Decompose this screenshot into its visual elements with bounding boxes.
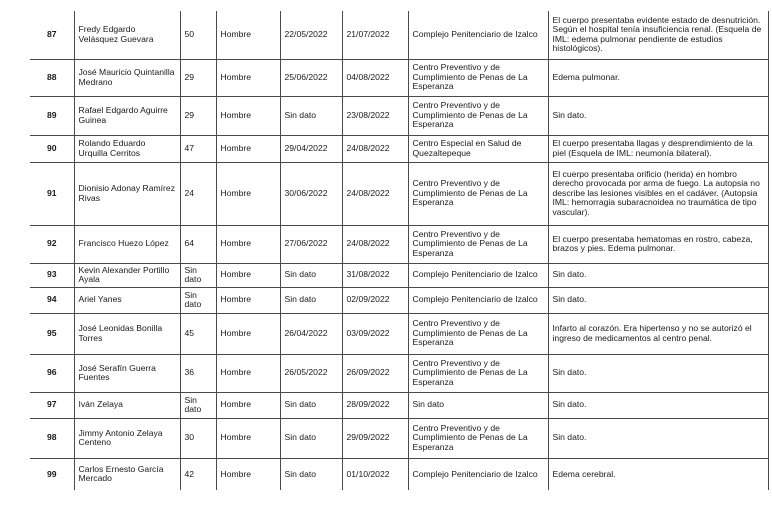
table-row: [30, 162, 768, 225]
age-cell: 50: [180, 11, 216, 59]
deaths-table: [30, 11, 769, 490]
sex-cell: Hombre: [216, 162, 280, 225]
sex-cell: Hombre: [216, 354, 280, 392]
table-row: [30, 313, 768, 354]
capture-date: 26/04/2022: [280, 313, 342, 354]
sex-cell: Hombre: [216, 225, 280, 263]
table-row: [30, 418, 768, 458]
table-row: [30, 135, 768, 162]
death-date: 24/08/2022: [342, 135, 408, 162]
sex-cell: Hombre: [216, 287, 280, 313]
person-name: Francisco Huezo López: [74, 225, 180, 263]
age-cell: 24: [180, 162, 216, 225]
person-name: Ariel Yanes: [74, 287, 180, 313]
table-row: [30, 287, 768, 313]
detention-center: Centro Preventivo y de Cumplimiento de Penas de La Esperanza: [408, 418, 548, 458]
sex-cell: Hombre: [216, 96, 280, 135]
row-number: 94: [30, 287, 74, 313]
person-name: José Leonidas Bonilla Torres: [74, 313, 180, 354]
capture-date: 25/06/2022: [280, 59, 342, 96]
age-cell: 42: [180, 458, 216, 490]
table-row: [30, 354, 768, 392]
row-number: 90: [30, 135, 74, 162]
cause-of-death: El cuerpo presentaba hematomas en rostro, cabeza, brazos y pies. Edema pulmonar.: [548, 225, 768, 263]
detention-center: Centro Preventivo y de Cumplimiento de Penas de La Esperanza: [408, 354, 548, 392]
table-row: [30, 392, 768, 418]
detention-center: Centro Preventivo y de Cumplimiento de Penas de La Esperanza: [408, 59, 548, 96]
death-date: 04/08/2022: [342, 59, 408, 96]
table-row: [30, 11, 768, 59]
table-body: [30, 11, 768, 490]
death-date: 26/09/2022: [342, 354, 408, 392]
detention-center: Sin dato: [408, 392, 548, 418]
capture-date: 29/04/2022: [280, 135, 342, 162]
capture-date: Sin dato: [280, 418, 342, 458]
table-row: [30, 59, 768, 96]
sex-cell: Hombre: [216, 11, 280, 59]
person-name: Iván Zelaya: [74, 392, 180, 418]
capture-date: Sin dato: [280, 392, 342, 418]
row-number: 98: [30, 418, 74, 458]
person-name: Carlos Ernesto García Mercado: [74, 458, 180, 490]
detention-center: Complejo Penitenciario de Izalco: [408, 287, 548, 313]
capture-date: Sin dato: [280, 263, 342, 287]
capture-date: 30/06/2022: [280, 162, 342, 225]
person-name: Jimmy Antonio Zelaya Centeno: [74, 418, 180, 458]
cause-of-death: El cuerpo presentaba llagas y desprendimiento de la piel (Esquela de IML: neumonía bilateral).: [548, 135, 768, 162]
sex-cell: Hombre: [216, 313, 280, 354]
person-name: José Mauricio Quintanilla Medrano: [74, 59, 180, 96]
capture-date: 27/06/2022: [280, 225, 342, 263]
table-row: [30, 225, 768, 263]
row-number: 93: [30, 263, 74, 287]
age-cell: 29: [180, 96, 216, 135]
row-number: 99: [30, 458, 74, 490]
detention-center: Centro Preventivo y de Cumplimiento de Penas de La Esperanza: [408, 96, 548, 135]
row-number: 91: [30, 162, 74, 225]
death-date: 24/08/2022: [342, 162, 408, 225]
death-date: 29/09/2022: [342, 418, 408, 458]
detention-center: Centro Especial en Salud de Quezaltepeque: [408, 135, 548, 162]
age-cell: 30: [180, 418, 216, 458]
detention-center: Complejo Penitenciario de Izalco: [408, 263, 548, 287]
death-date: 01/10/2022: [342, 458, 408, 490]
cause-of-death: El cuerpo presentaba orificio (herida) en hombro derecho provocada por arma de fuego. La autopsia no describe las lesiones visibles en el cadáver. (Autopsia IML: hemorragia subaracnoidea no traumática de tipo vascular).: [548, 162, 768, 225]
cause-of-death: Sin dato.: [548, 287, 768, 313]
capture-date: 22/05/2022: [280, 11, 342, 59]
sex-cell: Hombre: [216, 263, 280, 287]
death-date: 23/08/2022: [342, 96, 408, 135]
sex-cell: Hombre: [216, 59, 280, 96]
detention-center: Centro Preventivo y de Cumplimiento de Penas de La Esperanza: [408, 225, 548, 263]
cause-of-death: Sin dato.: [548, 392, 768, 418]
detention-center: Complejo Penitenciario de Izalco: [408, 458, 548, 490]
row-number: 92: [30, 225, 74, 263]
detention-center: Centro Preventivo y de Cumplimiento de Penas de La Esperanza: [408, 162, 548, 225]
age-cell: 45: [180, 313, 216, 354]
person-name: Rafael Edgardo Aguirre Guinea: [74, 96, 180, 135]
age-cell: Sin dato: [180, 392, 216, 418]
sex-cell: Hombre: [216, 392, 280, 418]
detention-center: Complejo Penitenciario de Izalco: [408, 11, 548, 59]
table-row: [30, 263, 768, 287]
sex-cell: Hombre: [216, 135, 280, 162]
row-number: 95: [30, 313, 74, 354]
age-cell: 36: [180, 354, 216, 392]
cause-of-death: El cuerpo presentaba evidente estado de desnutrición. Según el hospital tenía insuficiencia renal. (Esquela de IML: edema pulmonar pendiente de estudios histológicos).: [548, 11, 768, 59]
table-row: [30, 458, 768, 490]
detention-center: Centro Preventivo y de Cumplimiento de Penas de La Esperanza: [408, 313, 548, 354]
person-name: José Serafín Guerra Fuentes: [74, 354, 180, 392]
row-number: 88: [30, 59, 74, 96]
row-number: 89: [30, 96, 74, 135]
row-number: 97: [30, 392, 74, 418]
death-date: 28/09/2022: [342, 392, 408, 418]
death-date: 02/09/2022: [342, 287, 408, 313]
sex-cell: Hombre: [216, 418, 280, 458]
capture-date: Sin dato: [280, 96, 342, 135]
age-cell: 29: [180, 59, 216, 96]
cause-of-death: Edema cerebral.: [548, 458, 768, 490]
death-date: 21/07/2022: [342, 11, 408, 59]
age-cell: 47: [180, 135, 216, 162]
cause-of-death: Sin dato.: [548, 418, 768, 458]
death-date: 24/08/2022: [342, 225, 408, 263]
age-cell: Sin dato: [180, 287, 216, 313]
death-date: 31/08/2022: [342, 263, 408, 287]
person-name: Rolando Eduardo Urquilla Cerritos: [74, 135, 180, 162]
cause-of-death: Sin dato.: [548, 354, 768, 392]
capture-date: Sin dato: [280, 287, 342, 313]
table-row: [30, 96, 768, 135]
person-name: Kevin Alexander Portillo Ayala: [74, 263, 180, 287]
cause-of-death: Sin dato.: [548, 96, 768, 135]
row-number: 96: [30, 354, 74, 392]
row-number: 87: [30, 11, 74, 59]
age-cell: Sin dato: [180, 263, 216, 287]
sex-cell: Hombre: [216, 458, 280, 490]
person-name: Dionisio Adonay Ramírez Rivas: [74, 162, 180, 225]
death-date: 03/09/2022: [342, 313, 408, 354]
age-cell: 64: [180, 225, 216, 263]
cause-of-death: Edema pulmonar.: [548, 59, 768, 96]
capture-date: 26/05/2022: [280, 354, 342, 392]
cause-of-death: Infarto al corazón. Era hipertenso y no se autorizó el ingreso de medicamentos al centro penal.: [548, 313, 768, 354]
person-name: Fredy Edgardo Velásquez Guevara: [74, 11, 180, 59]
capture-date: Sin dato: [280, 458, 342, 490]
cause-of-death: Sin dato.: [548, 263, 768, 287]
